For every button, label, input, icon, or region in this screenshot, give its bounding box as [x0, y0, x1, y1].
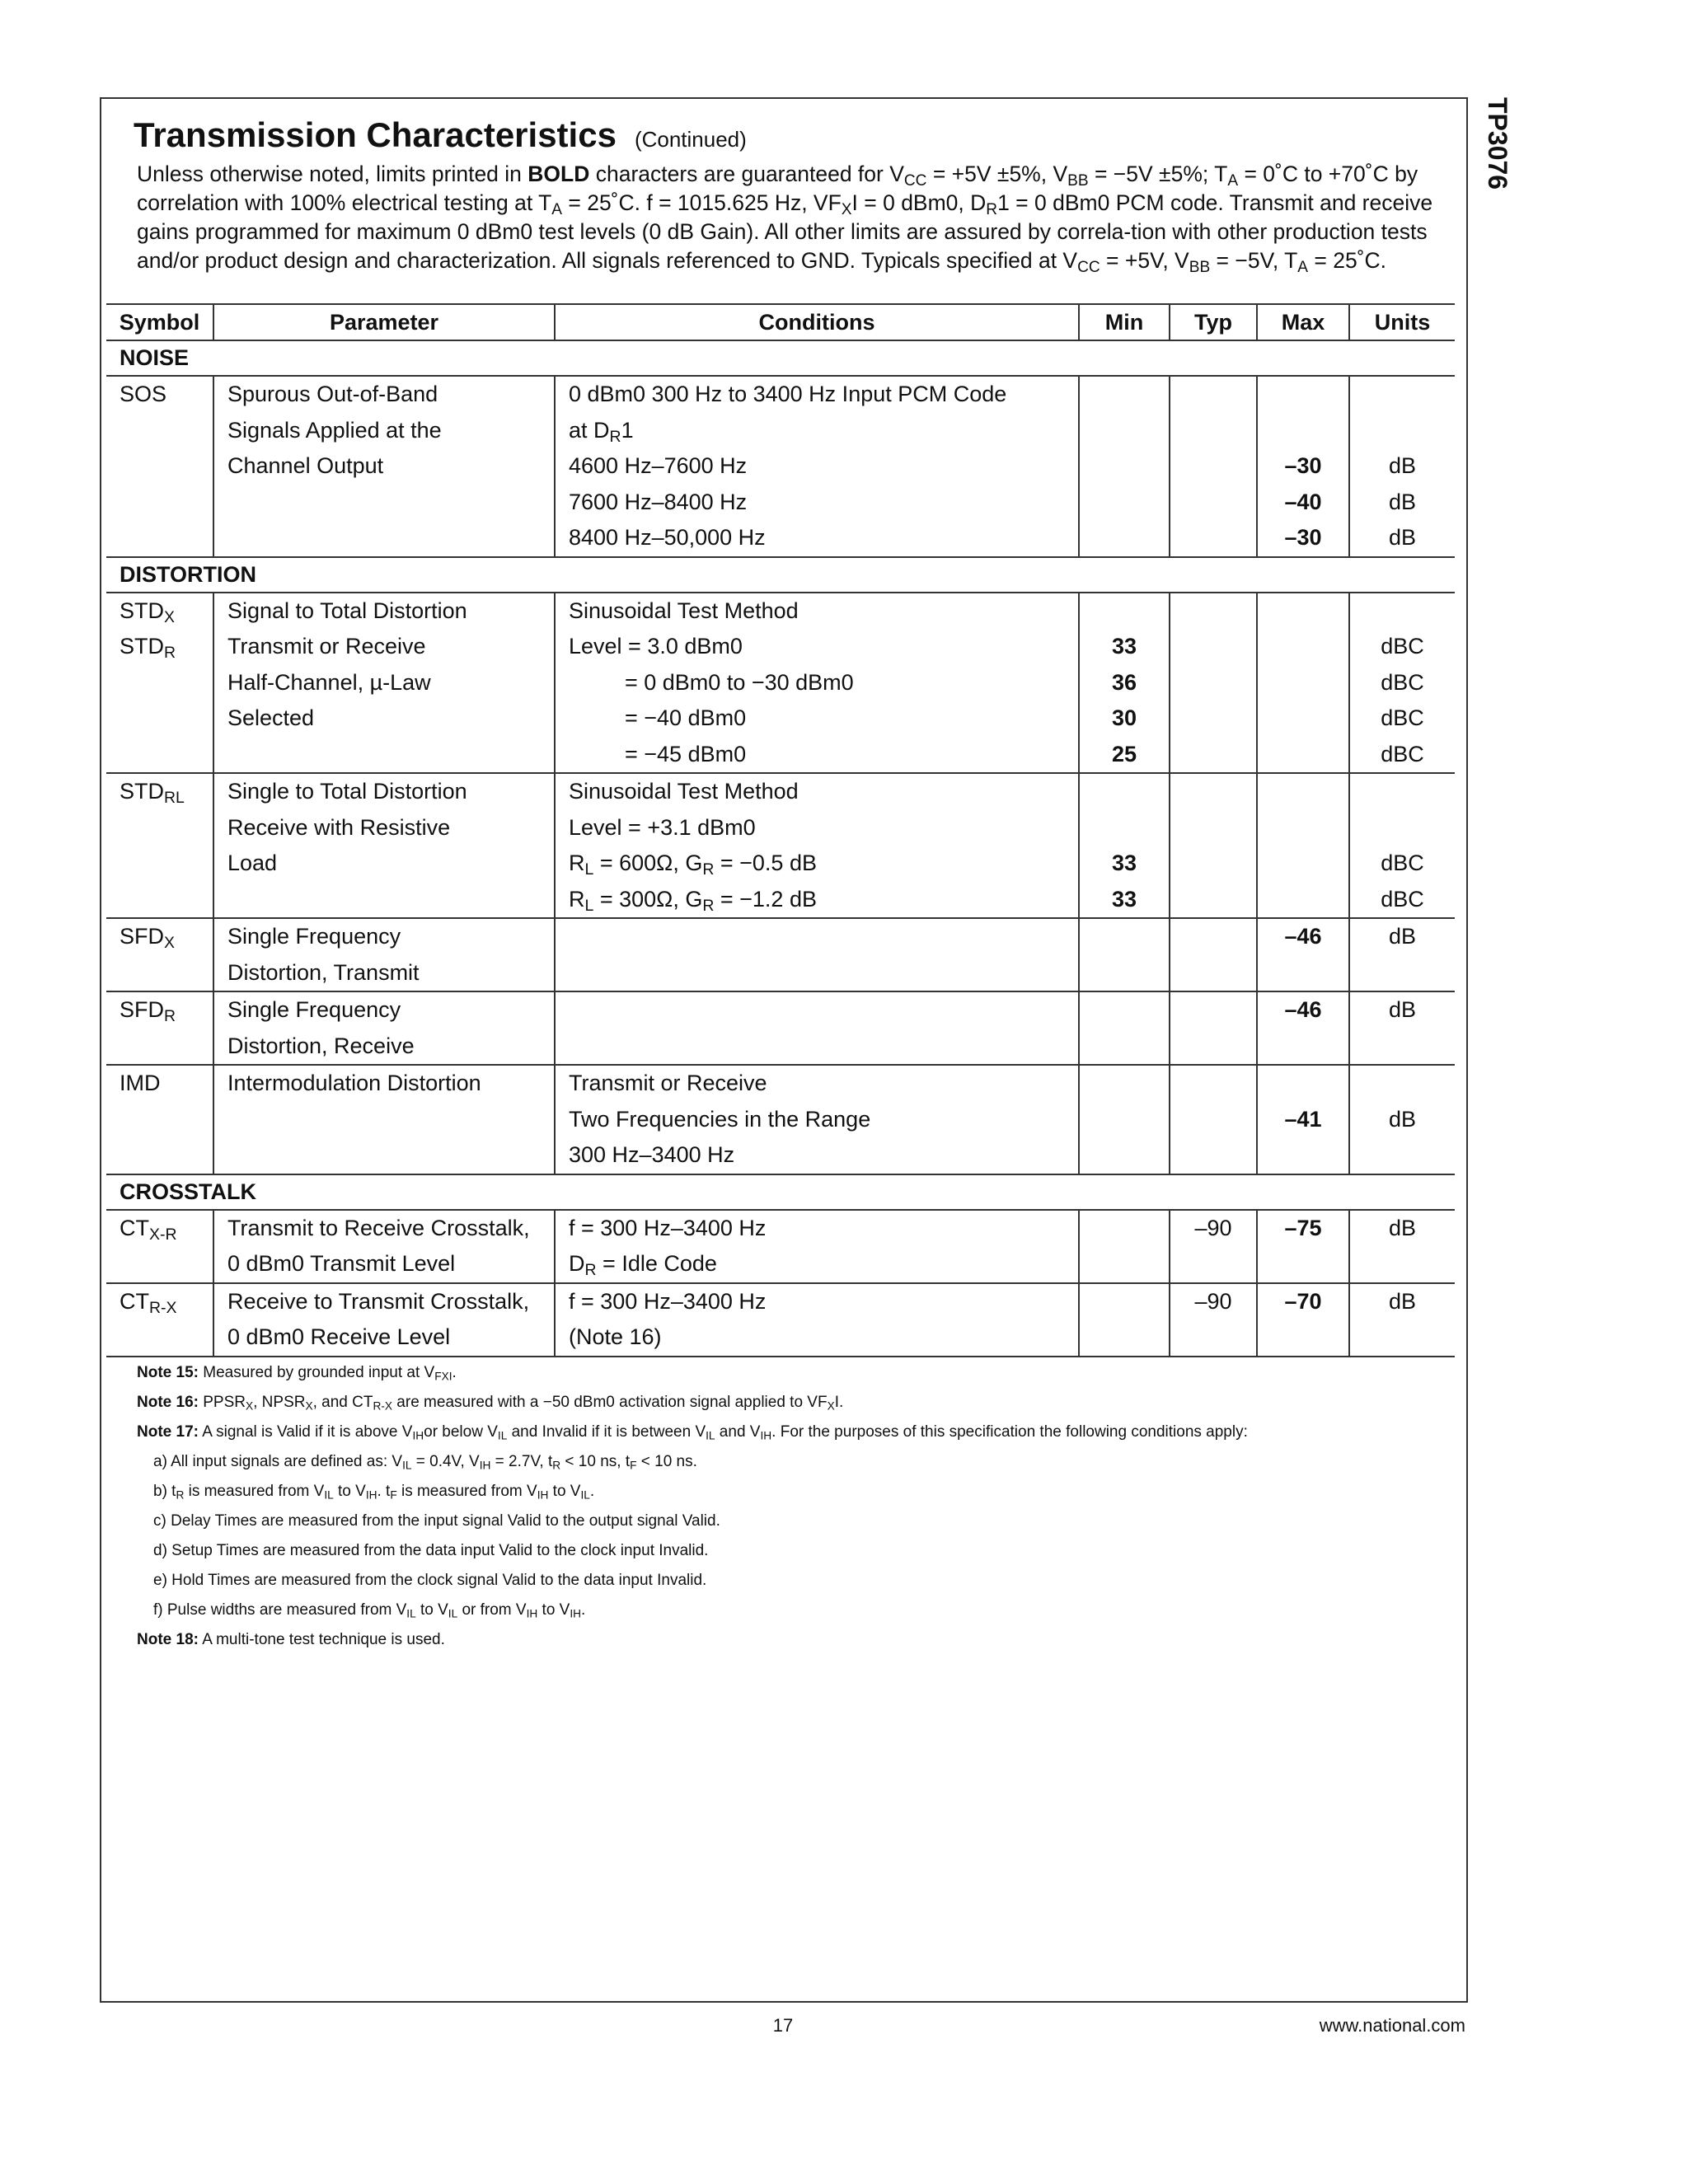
header-typ: Typ: [1170, 304, 1257, 340]
header-symbol: Symbol: [106, 304, 213, 340]
table-row-imd: [106, 1065, 1455, 1174]
table-row-stdrl: [106, 773, 1455, 918]
conditions-cell: f = 300 Hz–3400 Hz $D_R$ = Idle Code: [555, 1210, 1079, 1283]
conditions-cell: Sinusoidal Test Method Level = 3.0 dBm0 = 0 dBm0 to −30 dBm0 = −40 dBm0 = −45 dBm0: [555, 593, 1079, 774]
units-cell: dB: [1349, 918, 1455, 991]
page-number: 17: [772, 2015, 794, 2036]
notes-section: [137, 1358, 1456, 1655]
test-conditions-paragraph: Unless otherwise noted, limits printed in BOLD characters are guaranteed for $V_{CC} = +5V \pm 5\%$, $V_{BB} = -5V \pm 5\%$; $T_A$ = 0˚C to +70˚C by correlation with 100% electrical testing at $T_A$ = 25˚C. f = 1015.625 Hz, $VF_XI = 0$ dBm0, $D_R1 = 0$ dBm0 PCM code. Transmit and receive gains programmed for maximum 0 dBm0 test levels (0 dB Gain). All other limits are assured by correla-tion with other production tests and/or product design and characterization. All signals referenced to GND. Typicals specified at $V_{CC} = +5V$, $V_{BB} = -5V$, $T_A$ = 25˚C.: [137, 162, 1433, 276]
units-cell: dB: [1349, 1210, 1455, 1283]
header-max: Max: [1257, 304, 1349, 340]
note-17-e: e) Hold Times are measured from the clock signal Valid to the data input Invalid.: [153, 1572, 707, 1589]
table-row-ctrx: [106, 1283, 1455, 1357]
units-cell: dBC dBC: [1349, 773, 1455, 918]
min-cell: [1079, 1283, 1170, 1357]
note-17-f: f) Pulse widths are measured from $V_{IL}$ to $V_{IL}$ or from $V_{IH}$ to $V_{IH}$.: [153, 1601, 586, 1620]
header-parameter: Parameter: [213, 304, 555, 340]
typ-cell: –90: [1170, 1210, 1257, 1283]
symbol-cell: $STD_{RL}$: [106, 773, 213, 918]
symbol-cell: IMD: [106, 1065, 213, 1174]
min-cell: [1079, 918, 1170, 991]
conditions-cell: [555, 918, 1079, 991]
conditions-cell: f = 300 Hz–3400 Hz (Note 16): [555, 1283, 1079, 1357]
parameter-cell: Transmit to Receive Crosstalk, 0 dBm0 Transmit Level: [213, 1210, 555, 1283]
units-cell: dB: [1349, 1283, 1455, 1357]
parameter-cell: Single Frequency Distortion, Transmit: [213, 918, 555, 991]
conditions-cell: Sinusoidal Test Method Level = +3.1 dBm0 $R_L = 600\Omega$, $G_R = -0.5$ dB $R_L = 300\Omega$, $G_R = -1.2$ dB: [555, 773, 1079, 918]
symbol-cell: $SFD_X$: [106, 918, 213, 991]
max-cell: [1257, 773, 1349, 918]
symbol-cell: $STD_X$ $STD_R$: [106, 593, 213, 774]
max-cell: [1257, 593, 1349, 774]
transmission-characteristics-table: [106, 303, 1455, 1357]
table-row-sos: [106, 376, 1455, 557]
note-17-b: b) $t_R$ is measured from $V_{IL}$ to $V_{IH}$. $t_F$ is measured from $V_{IH}$ to $V_{IL}$.: [153, 1483, 595, 1502]
title-continued: (Continued): [634, 127, 747, 152]
note-15: Note 15: Measured by grounded input at $V_{FXI}$.: [137, 1364, 457, 1383]
symbol-cell: $CT_{X-R}$: [120, 1215, 177, 1244]
symbol-cell: $CT_{R-X}$: [106, 1283, 213, 1357]
header-conditions: Conditions: [555, 304, 1079, 340]
section-heading: [134, 115, 747, 155]
parameter-cell: Signal to Total Distortion Transmit or Receive Half-Channel, µ-Law Selected: [213, 593, 555, 774]
note-17-a: a) All input signals are defined as: $V_{IL} = 0.4V$, $V_{IH} = 2.7V$, $t_R < 10$ ns, $t_F < 10$ ns.: [153, 1453, 697, 1472]
note-18: Note 18: A multi-tone test technique is used.: [137, 1631, 445, 1648]
typ-cell: [1170, 376, 1257, 557]
max-cell: –41: [1257, 1065, 1349, 1174]
min-cell: 33 33: [1079, 773, 1170, 918]
units-cell: dB dB dB: [1349, 376, 1455, 557]
min-cell: [1079, 991, 1170, 1065]
min-cell: [1079, 376, 1170, 557]
max-cell: –70: [1257, 1283, 1349, 1357]
conditions-cell: Transmit or Receive Two Frequencies in the Range 300 Hz–3400 Hz: [555, 1065, 1079, 1174]
part-number-tab: TP3076: [1483, 97, 1512, 190]
section-row-noise: NOISE: [106, 340, 1455, 376]
units-cell: dBC dBC dBC dBC: [1349, 593, 1455, 774]
units-cell: dB: [1349, 1065, 1455, 1174]
typ-cell: –90: [1170, 1283, 1257, 1357]
parameter-cell: Intermodulation Distortion: [213, 1065, 555, 1174]
conditions-cell: 0 dBm0 300 Hz to 3400 Hz Input PCM Code at $D_R1$ 4600 Hz–7600 Hz 7600 Hz–8400 Hz 8400 Hz–50,000 Hz: [555, 376, 1079, 557]
typ-cell: [1170, 773, 1257, 918]
table-row-sfdx: [106, 918, 1455, 991]
note-17: Note 17: A signal is Valid if it is above $V_{IH}or$ below $V_{IL}$ and Invalid if it is between $V_{IL}$ and $V_{IH}$. For the purposes of this specification the following conditions apply:: [137, 1423, 1248, 1442]
typ-cell: [1170, 1065, 1257, 1174]
table-row-sfdr: [106, 991, 1455, 1065]
max-cell: –75: [1257, 1210, 1349, 1283]
symbol-cell: SOS: [106, 376, 213, 557]
typ-cell: [1170, 991, 1257, 1065]
conditions-cell: [555, 991, 1079, 1065]
max-cell: –46: [1257, 991, 1349, 1065]
website-link[interactable]: www.national.com: [1319, 2015, 1465, 2036]
parameter-cell: Spurous Out-of-Band Signals Applied at the Channel Output: [213, 376, 555, 557]
note-17-c: c) Delay Times are measured from the input signal Valid to the output signal Valid.: [153, 1512, 720, 1530]
page-title: Transmission Characteristics: [134, 115, 617, 154]
table-header-row: [106, 304, 1455, 340]
min-cell: 33 36 30 25: [1079, 593, 1170, 774]
header-units: Units: [1349, 304, 1455, 340]
min-cell: [1079, 1065, 1170, 1174]
max-cell: –46: [1257, 918, 1349, 991]
note-16: Note 16: $PPSR_X$, $NPSR_X$, and $CT_{R-X}$ are measured with a −50 dBm0 activation signal applied to $VF_XI$.: [137, 1394, 844, 1413]
table-row-ctxr: [106, 1210, 1455, 1283]
note-17-d: d) Setup Times are measured from the data input Valid to the clock input Invalid.: [153, 1542, 709, 1559]
parameter-cell: Single Frequency Distortion, Receive: [213, 991, 555, 1065]
max-cell: –30 –40 –30: [1257, 376, 1349, 557]
typ-cell: [1170, 593, 1257, 774]
section-row-crosstalk: CROSSTALK: [106, 1174, 1455, 1210]
header-min: Min: [1079, 304, 1170, 340]
symbol-cell: $SFD_R$: [106, 991, 213, 1065]
typ-cell: [1170, 918, 1257, 991]
section-row-distortion: DISTORTION: [106, 557, 1455, 593]
parameter-cell: Single to Total Distortion Receive with Resistive Load: [213, 773, 555, 918]
parameter-cell: Receive to Transmit Crosstalk, 0 dBm0 Receive Level: [213, 1283, 555, 1357]
table-row-std: [106, 593, 1455, 774]
units-cell: dB: [1349, 991, 1455, 1065]
min-cell: [1079, 1210, 1170, 1283]
